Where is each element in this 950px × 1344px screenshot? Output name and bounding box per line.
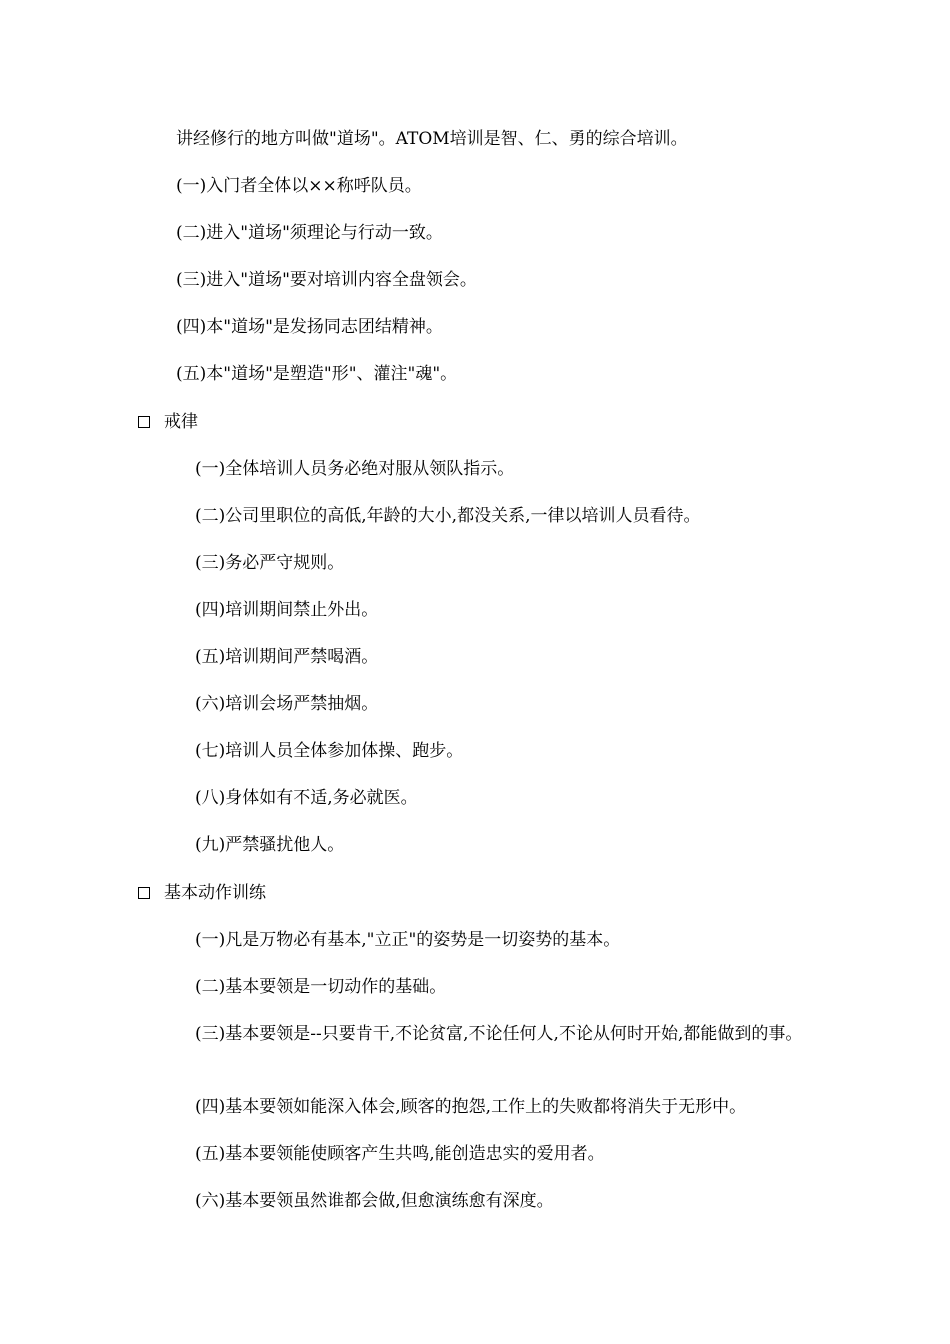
basic-training-item-1: (一)凡是万物必有基本,"立正"的姿势是一切姿势的基本。 [195, 930, 621, 950]
intro-item-2: (二)进入"道场"须理论与行动一致。 [176, 223, 443, 243]
discipline-item-1: (一)全体培训人员务必绝对服从领队指示。 [195, 459, 515, 479]
discipline-item-7: (七)培训人员全体参加体操、跑步。 [195, 741, 464, 761]
basic-training-item-2: (二)基本要领是一切动作的基础。 [195, 977, 447, 997]
basic-training-item-5: (五)基本要领能使顾客产生共鸣,能创造忠实的爱用者。 [195, 1144, 605, 1164]
discipline-title: 戒律 [164, 412, 198, 432]
intro-item-5: (五)本"道场"是塑造"形"、灌注"魂"。 [176, 364, 458, 384]
intro-lead: 讲经修行的地方叫做"道场"。ATOM培训是智、仁、勇的综合培训。 [176, 129, 688, 149]
discipline-item-4: (四)培训期间禁止外出。 [195, 600, 379, 620]
basic-training-heading [138, 882, 266, 904]
discipline-item-2: (二)公司里职位的高低,年龄的大小,都没关系,一律以培训人员看待。 [195, 506, 701, 526]
discipline-heading [138, 411, 198, 433]
basic-training-item-6: (六)基本要领虽然谁都会做,但愈演练愈有深度。 [195, 1191, 554, 1211]
intro-item-3: (三)进入"道场"要对培训内容全盘领会。 [176, 270, 477, 290]
basic-training-item-3: (三)基本要领是--只要肯干,不论贫富,不论任何人,不论从何时开始,都能做到的事。 [195, 1024, 803, 1044]
intro-item-1: (一)入门者全体以××称呼队员。 [176, 176, 422, 196]
discipline-item-6: (六)培训会场严禁抽烟。 [195, 694, 379, 714]
discipline-item-5: (五)培训期间严禁喝酒。 [195, 647, 379, 667]
intro-item-4: (四)本"道场"是发扬同志团结精神。 [176, 317, 443, 337]
discipline-item-8: (八)身体如有不适,务必就医。 [195, 788, 418, 808]
basic-training-item-4: (四)基本要领如能深入体会,顾客的抱怨,工作上的失败都将消失于无形中。 [195, 1097, 747, 1117]
checkbox-icon [138, 887, 150, 899]
basic-training-title: 基本动作训练 [164, 883, 266, 903]
checkbox-icon [138, 416, 150, 428]
discipline-item-9: (九)严禁骚扰他人。 [195, 835, 345, 855]
discipline-item-3: (三)务必严守规则。 [195, 553, 345, 573]
